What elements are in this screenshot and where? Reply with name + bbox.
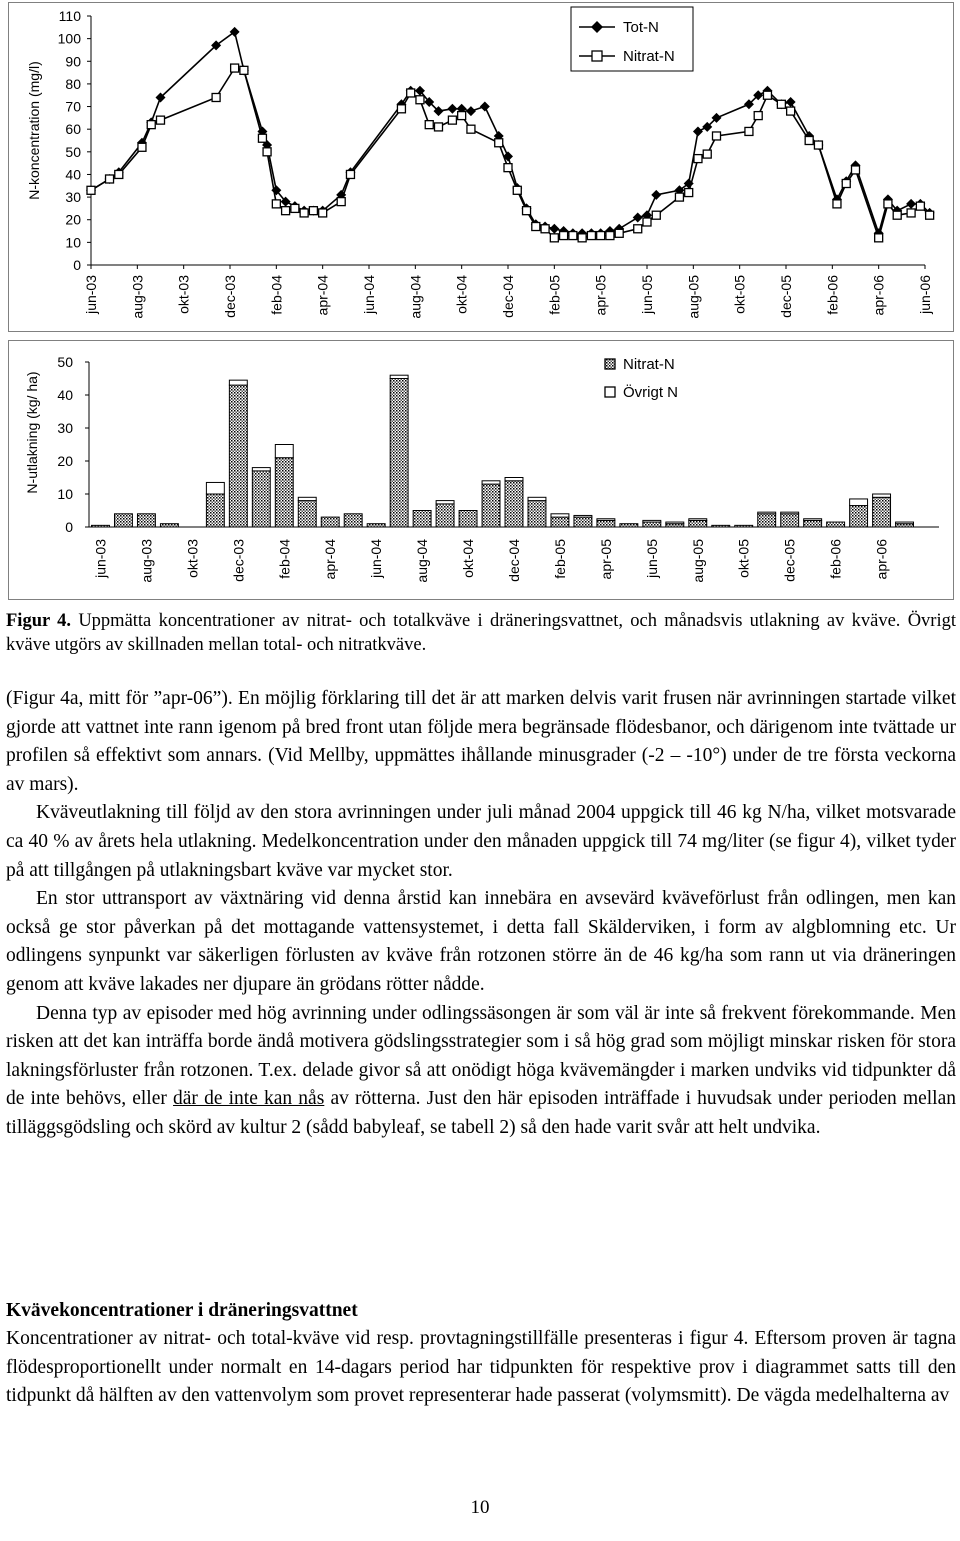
legend [605, 356, 678, 401]
bar-nitrat-n [735, 525, 753, 527]
bar-nitrat-n [804, 520, 822, 527]
bar-ovrigt-n [390, 375, 408, 378]
data-point [875, 234, 883, 242]
x-tick-label: dec-04 [500, 275, 516, 318]
y-tick-label: 40 [65, 166, 81, 183]
y-tick-label: 70 [65, 98, 81, 115]
x-tick-label: aug-04 [407, 275, 424, 319]
data-point [884, 200, 892, 208]
data-point [907, 209, 915, 217]
x-tick-label: okt-03 [184, 539, 201, 578]
legend-swatch [605, 359, 615, 369]
bar-nitrat-n [850, 506, 868, 527]
data-point [495, 139, 503, 147]
data-point [805, 137, 813, 145]
x-tick-label: feb-05 [551, 539, 568, 579]
body-text-2 [6, 1325, 956, 1411]
bar-nitrat-n [528, 501, 546, 527]
bars [92, 375, 914, 527]
bar-nitrat-n [758, 514, 776, 527]
x-tick-label: jun-05 [639, 275, 655, 314]
page-number: 10 [470, 1497, 490, 1518]
section-heading: Kvävekoncentrationer i dräneringsvattnet [6, 1300, 358, 1321]
data-point [467, 125, 475, 133]
bar-ovrigt-n [574, 515, 592, 517]
data-point [615, 229, 623, 237]
data-point [435, 123, 443, 131]
legend-label: Övrigt N [623, 384, 679, 401]
data-point [578, 234, 586, 242]
legend-label: Tot-N [623, 19, 659, 36]
bar-nitrat-n [643, 522, 661, 527]
bar-nitrat-n [436, 504, 454, 527]
paragraph-4 [6, 1000, 956, 1143]
series-nitrat-n [87, 64, 934, 242]
x-tick-label: jun-04 [361, 275, 377, 314]
bar-nitrat-n [275, 458, 293, 527]
x-tick-label: apr-06 [873, 539, 890, 580]
data-point [541, 225, 549, 233]
data-point [587, 232, 595, 240]
bar-nitrat-n [92, 525, 110, 527]
x-tick-label: feb-06 [827, 539, 844, 579]
x-tick-label: apr-05 [592, 275, 609, 316]
data-point [763, 91, 771, 99]
paragraph-1: (Figur 4a, mitt för ”apr-06”). En möjlig förklaring till det är att marken delvis varit frusen när avrinningen startade vilket gjorde att vattnet inte rann igenom på bred front utan följde mera begränsade flödesbanor, och därigenom inte tvättade ur profilen så effektivt som annars. (Vid Mellby, uppmättes ihållande minusgrader (-2 – -10°) under de tre första veckorna av mars). [6, 688, 956, 795]
x-tick-label: okt-05 [731, 275, 748, 314]
data-point [675, 193, 683, 201]
bar-nitrat-n [574, 517, 592, 527]
x-tick-label: dec-03 [222, 275, 238, 318]
data-point [550, 234, 558, 242]
x-tick-label: feb-05 [546, 275, 563, 315]
bar-ovrigt-n [804, 519, 822, 521]
y-tick-label: 30 [65, 189, 81, 206]
data-point [633, 212, 643, 222]
x-tick-label: okt-04 [460, 539, 477, 578]
x-tick-label: apr-04 [322, 539, 339, 580]
y-tick-label: 50 [57, 354, 73, 370]
x-tick-label: okt-05 [735, 539, 752, 578]
bar-nitrat-n [321, 517, 339, 527]
data-point [754, 112, 762, 120]
underlined-phrase: där de inte kan nås [173, 1088, 325, 1110]
concentration-chart-svg [9, 3, 953, 331]
y-tick-label: 80 [65, 75, 81, 92]
bar-ovrigt-n [528, 497, 546, 500]
x-tick-label: apr-05 [597, 539, 614, 580]
y-axis-title: N-utlakning (kg/ ha) [24, 371, 40, 494]
y-tick-label: 90 [65, 53, 81, 70]
bar-ovrigt-n [643, 520, 661, 522]
x-tick-label: dec-04 [506, 539, 522, 582]
bar-nitrat-n [689, 520, 707, 527]
data-point [230, 27, 240, 37]
data-point [407, 89, 415, 97]
data-point [147, 121, 155, 129]
body-text [6, 685, 956, 1143]
bar-nitrat-n [413, 511, 431, 528]
bar-nitrat-n [344, 514, 362, 527]
data-point [458, 112, 466, 120]
legend-marker [592, 51, 602, 61]
bar-ovrigt-n [896, 522, 914, 524]
data-point [115, 170, 123, 178]
paragraph-2: Kväveutlakning till följd av den stora avrinningen under juli månad 2004 uppgick till 46 kg N/ha, vilket motsvarade ca 40 % av årets hela utlakning. Medelkoncentration under den månaden uppgick till 74 mg/liter (se figur 4), vilket tyder på att tillgången på utlakningsbart kväve var mycket stor. [6, 802, 956, 881]
data-point [652, 211, 660, 219]
data-point [786, 97, 796, 107]
x-tick-label: apr-06 [870, 275, 887, 316]
x-tick-label: jun-05 [643, 539, 660, 578]
bar-ovrigt-n [275, 445, 293, 458]
bar-ovrigt-n [689, 519, 707, 521]
y-axis-title: N-koncentration (mg/l) [26, 61, 42, 200]
data-point [282, 207, 290, 215]
bar-nitrat-n [459, 511, 477, 528]
y-tick-label: 60 [65, 121, 81, 138]
data-point [814, 141, 822, 149]
data-point [309, 207, 317, 215]
x-tick-label: okt-04 [453, 275, 470, 314]
data-point [916, 202, 924, 210]
data-point [513, 186, 521, 194]
data-point [926, 211, 934, 219]
x-tick-label: jun-06 [917, 275, 933, 314]
data-point [504, 164, 512, 172]
bar-nitrat-n [252, 471, 270, 527]
data-point [466, 106, 476, 116]
x-tick-label: jun-03 [92, 539, 109, 578]
bar-ovrigt-n [505, 478, 523, 481]
caption-label: Figur 4. [6, 611, 72, 631]
data-point [346, 170, 354, 178]
x-tick-label: aug-05 [689, 539, 706, 583]
bar-ovrigt-n [781, 512, 799, 514]
data-point [319, 209, 327, 217]
bar-ovrigt-n [298, 497, 316, 500]
bar-ovrigt-n [482, 481, 500, 484]
bar-nitrat-n [367, 524, 385, 527]
bar-ovrigt-n [229, 380, 247, 385]
x-tick-label: aug-04 [414, 539, 431, 583]
data-point [523, 207, 531, 215]
bar-nitrat-n [551, 517, 569, 527]
data-point [713, 132, 721, 140]
y-tick-label: 30 [57, 420, 73, 436]
data-point [416, 96, 424, 104]
data-point [787, 107, 795, 115]
y-tick-label: 20 [65, 211, 81, 228]
data-point [651, 190, 661, 200]
data-point [448, 116, 456, 124]
data-point [842, 180, 850, 188]
bar-nitrat-n [482, 484, 500, 527]
paragraph-5: Koncentrationer av nitrat- och total-kväve vid resp. provtagningstillfälle presenteras i figur 4. Eftersom proven är tagna flödesproportionellt under normalt en 14-dagars period har tidpunkten för respektive prov i diagrammet satts till den tidpunkt då hälften av den vattenvolym som provet representerar hade passerat (volymsmitt). De vägda medelhalterna av [6, 1328, 956, 1407]
x-tick-label: aug-03 [129, 275, 146, 319]
data-point [240, 66, 248, 74]
x-tick-label: aug-03 [138, 539, 155, 583]
data-point [777, 100, 785, 108]
bar-nitrat-n [620, 524, 638, 527]
figure-caption [6, 609, 956, 657]
data-point [549, 224, 559, 234]
bar-nitrat-n [229, 385, 247, 527]
bar-nitrat-n [781, 514, 799, 527]
data-point [337, 198, 345, 206]
x-tick-label: feb-06 [824, 275, 841, 315]
y-tick-label: 110 [58, 8, 81, 24]
bar-nitrat-n [505, 481, 523, 527]
bar-nitrat-n [390, 379, 408, 528]
data-point [258, 134, 266, 142]
data-point [634, 225, 642, 233]
leaching-chart [8, 340, 954, 600]
data-point [397, 105, 405, 113]
data-point [231, 64, 239, 72]
data-point [263, 148, 271, 156]
bar-nitrat-n [115, 514, 133, 527]
bar-nitrat-n [873, 497, 891, 527]
data-point [745, 127, 753, 135]
data-point [560, 232, 568, 240]
y-tick-label: 10 [57, 486, 73, 502]
data-point [833, 200, 841, 208]
data-point [480, 102, 490, 112]
data-point [157, 116, 165, 124]
data-point [694, 155, 702, 163]
bar-ovrigt-n [758, 512, 776, 514]
data-point [106, 175, 114, 183]
bar-nitrat-n [298, 501, 316, 527]
bar-ovrigt-n [597, 519, 615, 521]
data-point [693, 126, 703, 136]
paragraph-4-start: Denna typ av episoder med hög avrinning under odlingssäsongen är som väl är inte så frekvent förekommande. Men risken att det kan inträffa borde ändå motivera gödslingsstrategier som i så hög grad som möjligt minskar risken för stora lakningsförluster från rotzonen. T.ex. delade givor så att onödigt höga kvävemängder i marken undviks vid tidpunkter då de inte behövs, eller [6, 1002, 956, 1110]
x-tick-label: apr-04 [314, 275, 331, 316]
y-tick-label: 100 [57, 30, 81, 47]
data-point [300, 209, 308, 217]
y-tick-label: 10 [65, 234, 81, 251]
concentration-chart [8, 2, 954, 332]
data-point [597, 232, 605, 240]
bar-ovrigt-n [551, 514, 569, 517]
bar-ovrigt-n [206, 482, 224, 494]
legend-label: Nitrat-N [623, 48, 675, 65]
y-tick-label: 50 [65, 143, 81, 160]
data-point [87, 186, 95, 194]
series-tot-n [86, 27, 935, 238]
data-point [606, 232, 614, 240]
paragraph-3: En stor uttransport av växtnäring vid denna årstid kan innebära en avsevärd kväveförlust från odlingen, men kan också ge stor påverkan på det mottagande vattensystemet, i detta fall Skälderviken, i form av algblomning etc. Ur odlingens synpunkt var säkerligen förlusten av kväve från rotzonen större än de 46 kg/ha som rann ut via dräneringen genom att kväve lakades ner djupare än grödans rötter nådde. [6, 888, 956, 995]
y-tick-label: 40 [57, 387, 73, 403]
bar-ovrigt-n [436, 501, 454, 504]
leaching-chart-svg [9, 341, 953, 599]
paragraph-4-end: av rötterna. Just den här episoden inträffade i huvudsak under perioden mellan tilläggsgödsling och skörd av kultur 2 (sådd babyleaf, se tabell 2) så den hade varit svår att helt undvika. [6, 1088, 957, 1138]
legend-swatch [605, 387, 615, 397]
data-point [893, 211, 901, 219]
bar-nitrat-n [712, 525, 730, 527]
data-point [685, 189, 693, 197]
bar-ovrigt-n [850, 499, 868, 506]
data-point [569, 232, 577, 240]
y-tick-label: 0 [73, 257, 81, 273]
x-tick-label: aug-05 [685, 275, 702, 319]
data-point [291, 204, 299, 212]
data-point [212, 93, 220, 101]
bar-ovrigt-n [873, 494, 891, 497]
bar-nitrat-n [160, 524, 178, 527]
data-point [138, 143, 146, 151]
x-tick-label: feb-04 [268, 275, 285, 315]
data-point [852, 166, 860, 174]
x-tick-label: dec-03 [230, 539, 247, 582]
data-point [906, 199, 916, 209]
bar-ovrigt-n [666, 522, 684, 524]
y-tick-label: 0 [65, 519, 73, 535]
bar-nitrat-n [137, 514, 155, 527]
legend-label: Nitrat-N [623, 356, 675, 373]
x-tick-label: jun-03 [83, 275, 99, 314]
data-point [703, 150, 711, 158]
data-point [447, 104, 457, 114]
bar-nitrat-n [827, 522, 845, 527]
x-tick-label: okt-03 [175, 275, 192, 314]
x-tick-label: feb-04 [276, 539, 293, 579]
data-point [425, 121, 433, 129]
y-tick-label: 20 [57, 453, 73, 469]
data-point [532, 223, 540, 231]
data-point [272, 200, 280, 208]
bar-ovrigt-n [252, 468, 270, 471]
x-tick-label: jun-04 [368, 539, 385, 578]
data-point [643, 218, 651, 226]
bar-nitrat-n [206, 494, 224, 527]
x-tick-label: dec-05 [778, 275, 794, 318]
legend [571, 7, 693, 71]
caption-text: Uppmätta koncentrationer av nitrat- och totalkväve i dräneringsvattnet, och månadsvis utlakning av kväve. Övrigt kväve utgörs av skillnaden mellan total- och nitratkväve. [6, 611, 956, 655]
bar-nitrat-n [597, 520, 615, 527]
x-tick-label: dec-05 [781, 539, 798, 582]
